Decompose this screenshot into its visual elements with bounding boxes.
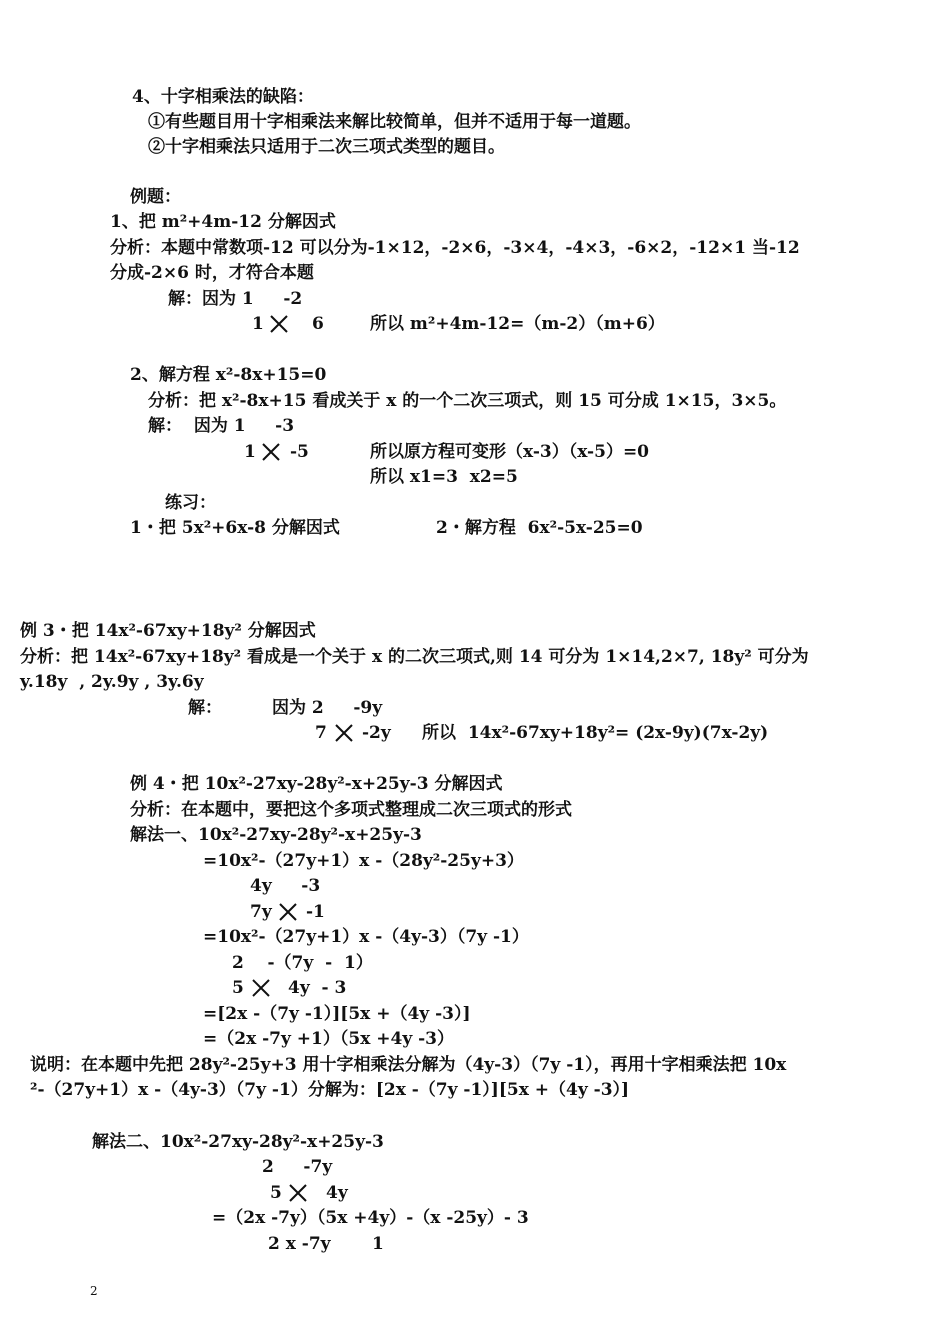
ex4-method1-cross1-right: -1 <box>306 902 325 922</box>
ex1-result: 所以 m²+4m-12=（m-2）（m+6） <box>370 314 665 334</box>
ex4-method1-cross2-top: 2 -（7y - 1） <box>232 953 373 973</box>
drawback-1: ①有些题目用十字相乘法来解比较简单，但并不适用于每一道题。 <box>148 112 641 132</box>
ex1-cross-left: 1 <box>252 314 264 334</box>
practice-q2: 2・解方程 6x²-5x-25=0 <box>436 518 643 538</box>
ex2-result-1: 所以原方程可变形（x-3）（x-5）=0 <box>370 442 650 462</box>
cross-icon <box>277 901 299 923</box>
ex2-result-2: 所以 x1=3 x2=5 <box>370 467 518 487</box>
ex4-analysis: 分析：在本题中，要把这个多项式整理成二次三项式的形式 <box>130 800 572 820</box>
ex3-analysis-line2: y.18y , 2y.9y , 3y.6y <box>20 672 204 692</box>
ex3-analysis-line1: 分析：把 14x²-67xy+18y² 看成是一个关于 x 的二次三项式,则 14 可分为 1×14,2×7, 18y² 可分为 <box>20 647 809 667</box>
ex2-cross-left: 1 <box>244 442 256 462</box>
cross-icon <box>287 1182 309 1204</box>
cross-icon <box>333 722 355 744</box>
examples-label: 例题： <box>130 187 181 207</box>
ex4-method2-cross-left: 5 <box>270 1183 282 1203</box>
ex4-method1-cross1-left: 7y <box>250 902 272 922</box>
ex4-method1-cross2-left: 5 <box>232 978 244 998</box>
ex1-analysis-line2: 分成-2×6 时，才符合本题 <box>110 263 314 283</box>
ex3-result: 所以 14x²-67xy+18y²= (2x-9y)(7x-2y) <box>422 723 769 743</box>
ex4-method1-step2: =10x²-（27y+1）x -（4y-3）（7y -1） <box>203 927 529 947</box>
practice-label: 练习： <box>165 493 216 513</box>
ex4-method2-cross-right: 4y <box>326 1183 348 1203</box>
ex1-cross-right: 6 <box>312 314 324 334</box>
ex4-title: 例 4・把 10x²-27xy-28y²-x+25y-3 分解因式 <box>130 774 503 794</box>
ex4-method1-cross1-top: 4y -3 <box>250 876 321 896</box>
section-heading: 4、十字相乘法的缺陷： <box>132 87 314 107</box>
ex4-method1-step3: =[2x -（7y -1）][5x +（4y -3）] <box>203 1004 471 1024</box>
ex4-note-line2: ²-（27y+1）x -（4y-3）（7y -1）分解为：[2x -（7y -1）][5x +（4y -3）] <box>30 1080 630 1100</box>
ex4-method2-cross-top: 2 -7y <box>262 1157 333 1177</box>
ex3-cross-left: 7 <box>315 723 327 743</box>
ex1-analysis-line1: 分析：本题中常数项-12 可以分为-1×12，-2×6，-3×4，-4×3，-6×2，-12×1 当-12 <box>110 238 800 258</box>
cross-icon <box>250 977 272 999</box>
ex4-method2-last: 2 x -7y 1 <box>268 1234 384 1254</box>
ex4-method1-title: 解法一、10x²-27xy-28y²-x+25y-3 <box>130 825 422 845</box>
cross-icon <box>260 441 282 463</box>
ex2-title: 2、解方程 x²-8x+15=0 <box>130 365 327 385</box>
ex2-solution-label: 解： 因为 1 -3 <box>148 416 295 436</box>
ex4-method1-step1: =10x²-（27y+1）x -（28y²-25y+3） <box>203 851 524 871</box>
ex4-method1-cross2-right: 4y - 3 <box>288 978 347 998</box>
ex3-solution-label: 解： <box>188 698 222 718</box>
ex4-method1-step4: =（2x -7y +1）（5x +4y -3） <box>203 1029 455 1049</box>
cross-icon <box>268 313 290 335</box>
drawback-2: ②十字相乘法只适用于二次三项式类型的题目。 <box>148 137 505 157</box>
ex4-method2-step1: =（2x -7y）（5x +4y）-（x -25y）- 3 <box>212 1208 529 1228</box>
page-number: 2 <box>90 1284 98 1298</box>
ex1-solution-label: 解：因为 1 -2 <box>168 289 303 309</box>
ex2-analysis: 分析：把 x²-8x+15 看成关于 x 的一个二次三项式，则 15 可分成 1×15，3×5。 <box>148 391 787 411</box>
ex4-method2-title: 解法二、10x²-27xy-28y²-x+25y-3 <box>92 1132 384 1152</box>
ex3-title: 例 3・把 14x²-67xy+18y² 分解因式 <box>20 621 316 641</box>
ex1-title: 1、把 m²+4m-12 分解因式 <box>110 212 336 232</box>
ex4-note-line1: 说明：在本题中先把 28y²-25y+3 用十字相乘法分解为（4y-3）（7y -1），再用十字相乘法把 10x <box>30 1055 787 1075</box>
ex3-cross-right: -2y <box>362 723 391 743</box>
ex2-cross-right: -5 <box>290 442 309 462</box>
practice-q1: 1・把 5x²+6x-8 分解因式 <box>130 518 340 538</box>
ex3-because: 因为 2 -9y <box>272 698 383 718</box>
